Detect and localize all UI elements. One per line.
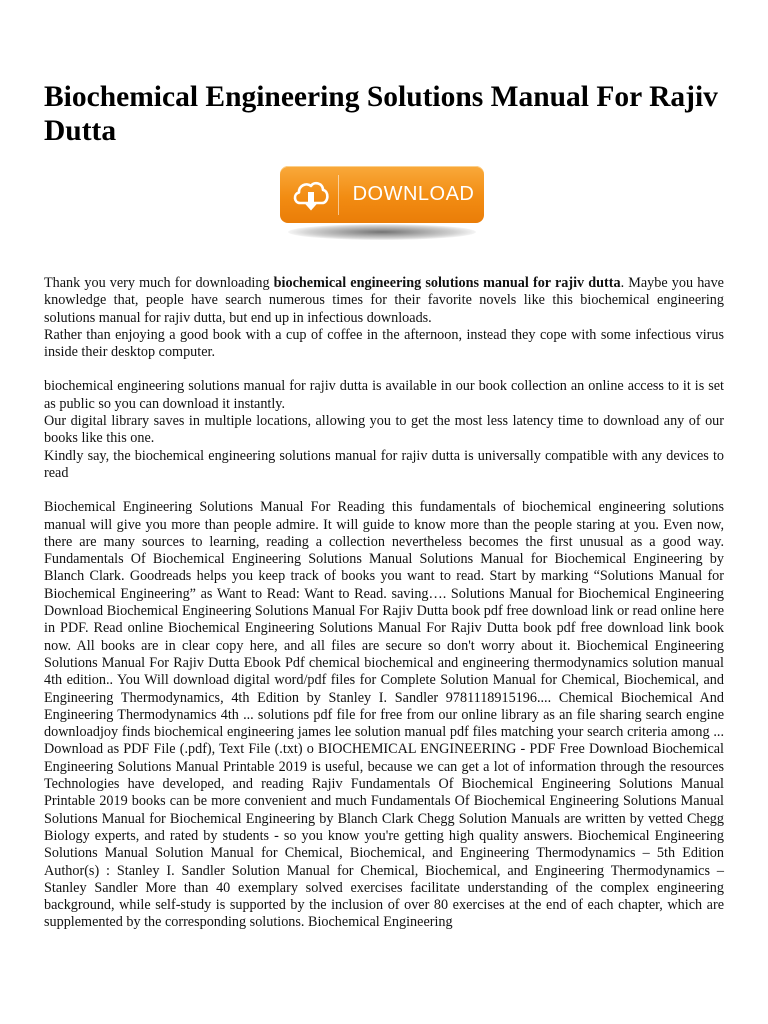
paragraph-5: Kindly say, the biochemical engineering solutions manual for rajiv dutta is universally compatible with any devices to read xyxy=(44,447,724,481)
main-paragraph: Biochemical Engineering Solutions Manual For Reading this fundamentals of biochemical engineering solutions manual will give you more than people admire. It will guide to know more than the people staring at you. Even now, there are many sources to learning, reading a collection nevertheless becomes the first unusual as a good way. Fundamentals Of Biochemical Engineering Solutions Manual Solutions Manual for Biochemical Engineering by Blanch Clark. Goodreads helps you keep track of books you want to read. Start by marking “Solutions Manual for Biochemical Engineering” as Want to Read: Want to Read. saving…. Solutions Manual for Biochemical Engineering Download Biochemical Engineering Solutions Manual For Rajiv Dutta book pdf free download link or read online here in PDF. Read online Biochemical Engineering Solutions Manual For Rajiv Dutta book pdf free download link book now. All books are in clear copy here, and all files are secure so don't worry about it. Biochemical Engineering Solutions Manual For Rajiv Dutta Ebook Pdf chemical biochemical and engineering thermodynamics solution manual 4th edition.. You Will download digital word/pdf files for Complete Solution Manual for Chemical, Biochemical, and Engineering Thermodynamics, 4th Edition by Stanley I. Sandler 9781118915196.... Chemical Biochemical And Engineering Thermodynamics 4th ... solutions pdf file for free from our online library as an file sharing search engine downloadjoy finds biochemical engineering james lee solution manual pdf files matching your search criteria among ... Download as PDF File (.pdf), Text File (.txt) o BIOCHEMICAL ENGINEERING - PDF Free Download Biochemical Engineering Solutions Manual Printable 2019 is useful, because we can get a lot of information through the resources Technologies have developed, and reading Rajiv Fundamentals Of Biochemical Engineering Solutions Manual Printable 2019 books can be more convenient and much Fundamentals Of Biochemical Engineering Solutions Manual Solutions Manual for Biochemical Engineering by Blanch Clark Chegg Solution Manuals are written by vetted Chegg Biology experts, and rated by students - so you know you're getting high quality answers. Biochemical Engineering Solutions Manual Solution Manual for Chemical, Biochemical, and Engineering Thermodynamics – 5th Edition Author(s) : Stanley I. Sandler Solution Manual for Chemical, Biochemical, and Engineering Thermodynamics – Stanley Sandler More than 40 exemplary solved exercises facilitate understanding of the complex engineering background, while self-study is supported by the inclusion of over 80 exercises at the end of each chapter, which are supplemented by the corresponding solutions. Biochemical Engineering xyxy=(44,499,724,931)
download-button[interactable] xyxy=(280,166,484,223)
download-banner xyxy=(280,166,484,242)
paragraph-2: Rather than enjoying a good book with a cup of coffee in the afternoon, instead they cope with some infectious virus inside their desktop computer. xyxy=(44,326,724,361)
intro-bold-title: biochemical engineering solutions manual for rajiv dutta xyxy=(273,275,621,291)
button-divider xyxy=(338,175,339,215)
intro-text-start: Thank you very much for downloading xyxy=(44,275,274,291)
intro-paragraph xyxy=(44,275,724,327)
intro-text-end: . Maybe you have knowledge that, people have search numerous times for their favorite novels like this biochemical engineering solutions manual for rajiv dutta, but end up in infectious downloads. xyxy=(44,275,724,326)
article-body xyxy=(44,275,724,932)
button-shadow xyxy=(288,224,476,240)
cloud-download-icon xyxy=(286,166,336,223)
paragraph-3: biochemical engineering solutions manual for rajiv dutta is available in our book collection an online access to it is set as public so you can download it instantly. xyxy=(44,378,724,412)
paragraph-4: Our digital library saves in multiple locations, allowing you to get the most less latency time to download any of our books like this one. xyxy=(44,413,724,447)
download-label: DOWNLOAD xyxy=(352,183,475,205)
page-title: Biochemical Engineering Solutions Manual For Rajiv Dutta xyxy=(44,81,718,147)
